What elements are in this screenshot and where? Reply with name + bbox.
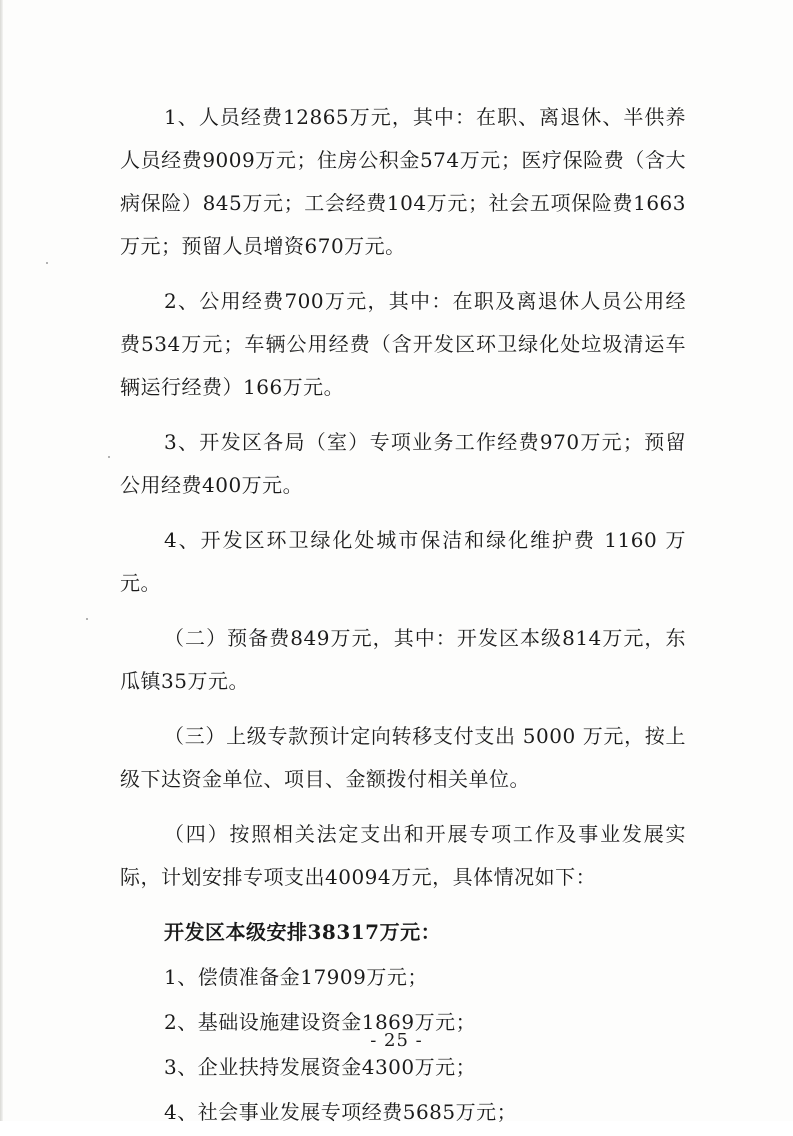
paragraph-sanitation-greening: 4、开发区环卫绿化处城市保洁和绿化维护费 1160 万元。 — [120, 528, 686, 595]
subheading-local-arrangement: 开发区本级安排38317万元： — [164, 920, 442, 944]
page-number: - 25 - — [370, 1030, 423, 1051]
list-item: 3、企业扶持发展资金4300万元； — [164, 1055, 477, 1079]
scan-edge — [0, 0, 3, 1121]
paragraph-personnel-expenses: 1、人员经费12865万元，其中：在职、离退休、半供养人员经费9009万元；住房公积金574万元；医疗保险费（含大病保险）845万元；工会经费104万元；社会五项保险费1663万元；预留人员增资670万元。 — [120, 105, 686, 258]
paragraph-public-expenses: 2、公用经费700万元，其中：在职及离退休人员公用经费534万元；车辆公用经费（含开发区环卫绿化处垃圾清运车辆运行经费）166万元。 — [120, 289, 686, 399]
scan-speck — [108, 456, 110, 458]
paragraph-transfer-payment: （三）上级专款预计定向转移支付支出 5000 万元，按上级下达资金单位、项目、金额拨付相关单位。 — [120, 724, 686, 791]
paragraph-special-expenditure: （四）按照相关法定支出和开展专项工作及事业发展实际，计划安排专项支出40094万元，具体情况如下： — [120, 822, 686, 889]
list-item: 4、社会事业发展专项经费5685万元； — [164, 1100, 518, 1124]
document-body — [120, 96, 686, 1136]
list-item: 2、基础设施建设资金1869万元； — [164, 1010, 477, 1034]
list-item: 1、偿债准备金17909万元； — [164, 965, 428, 989]
scan-speck — [46, 262, 48, 264]
scan-speck — [86, 618, 88, 620]
paragraph-special-work-expenses: 3、开发区各局（室）专项业务工作经费970万元；预留公用经费400万元。 — [120, 430, 686, 497]
paragraph-reserve-fund: （二）预备费849万元，其中：开发区本级814万元，东瓜镇35万元。 — [120, 626, 686, 693]
